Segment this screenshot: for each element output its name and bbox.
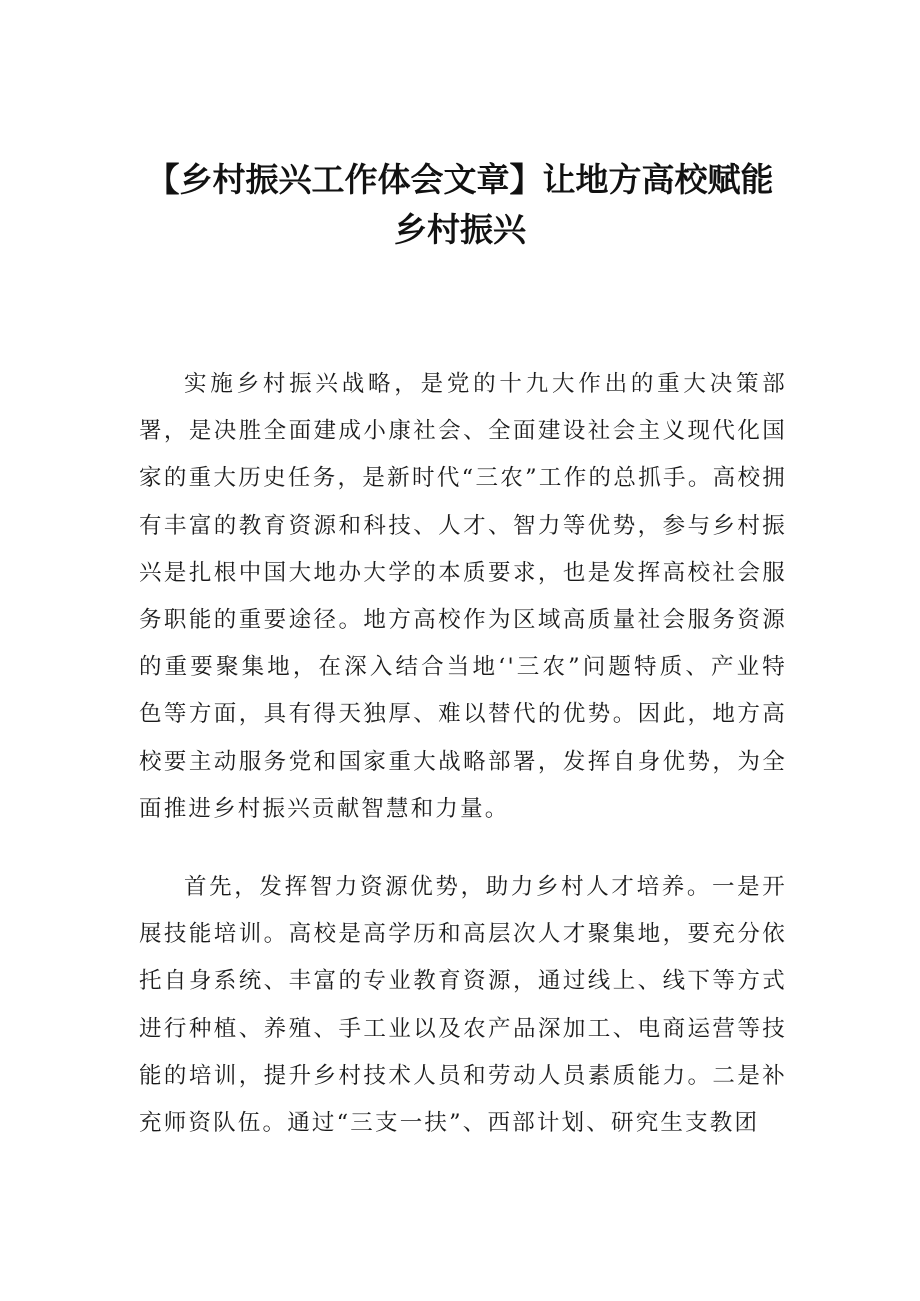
document-title-line-1: 【乡村振兴工作体会文章】让地方高校赋能	[146, 160, 774, 199]
document-title-line-2: 乡村振兴	[394, 210, 526, 249]
body-paragraph-1: 实施乡村振兴战略，是党的十九大作出的重大决策部署，是决胜全面建成小康社会、全面建设社会主义现代化国家的重大历史任务，是新时代“三农”工作的总抓手。高校拥有丰富的教育资源和科技、人才、智力等优势，参与乡村振兴是扎根中国大地办大学的本质要求，也是发挥高校社会服务职能的重要途径。地方高校作为区域高质量社会服务资源的重要聚集地，在深入结合当地‘'三农”问题特质、产业特色等方面，具有得天独厚、难以替代的优势。因此，地方高校要主动服务党和国家重大战略部署，发挥自身优势，为全面推进乡村振兴贡献智慧和力量。	[139, 371, 787, 822]
body-paragraph-2: 首先，发挥智力资源优势，助力乡村人才培养。一是开展技能培训。高校是高学历和高层次人才聚集地，要充分依托自身系统、丰富的专业教育资源，通过线上、线下等方式进行种植、养殖、手工业以及农产品深加工、电商运营等技能的培训，提升乡村技术人员和劳动人员素质能力。二是补充师资队伍。通过“三支一扶”、西部计划、研究生支教团	[139, 874, 787, 1137]
